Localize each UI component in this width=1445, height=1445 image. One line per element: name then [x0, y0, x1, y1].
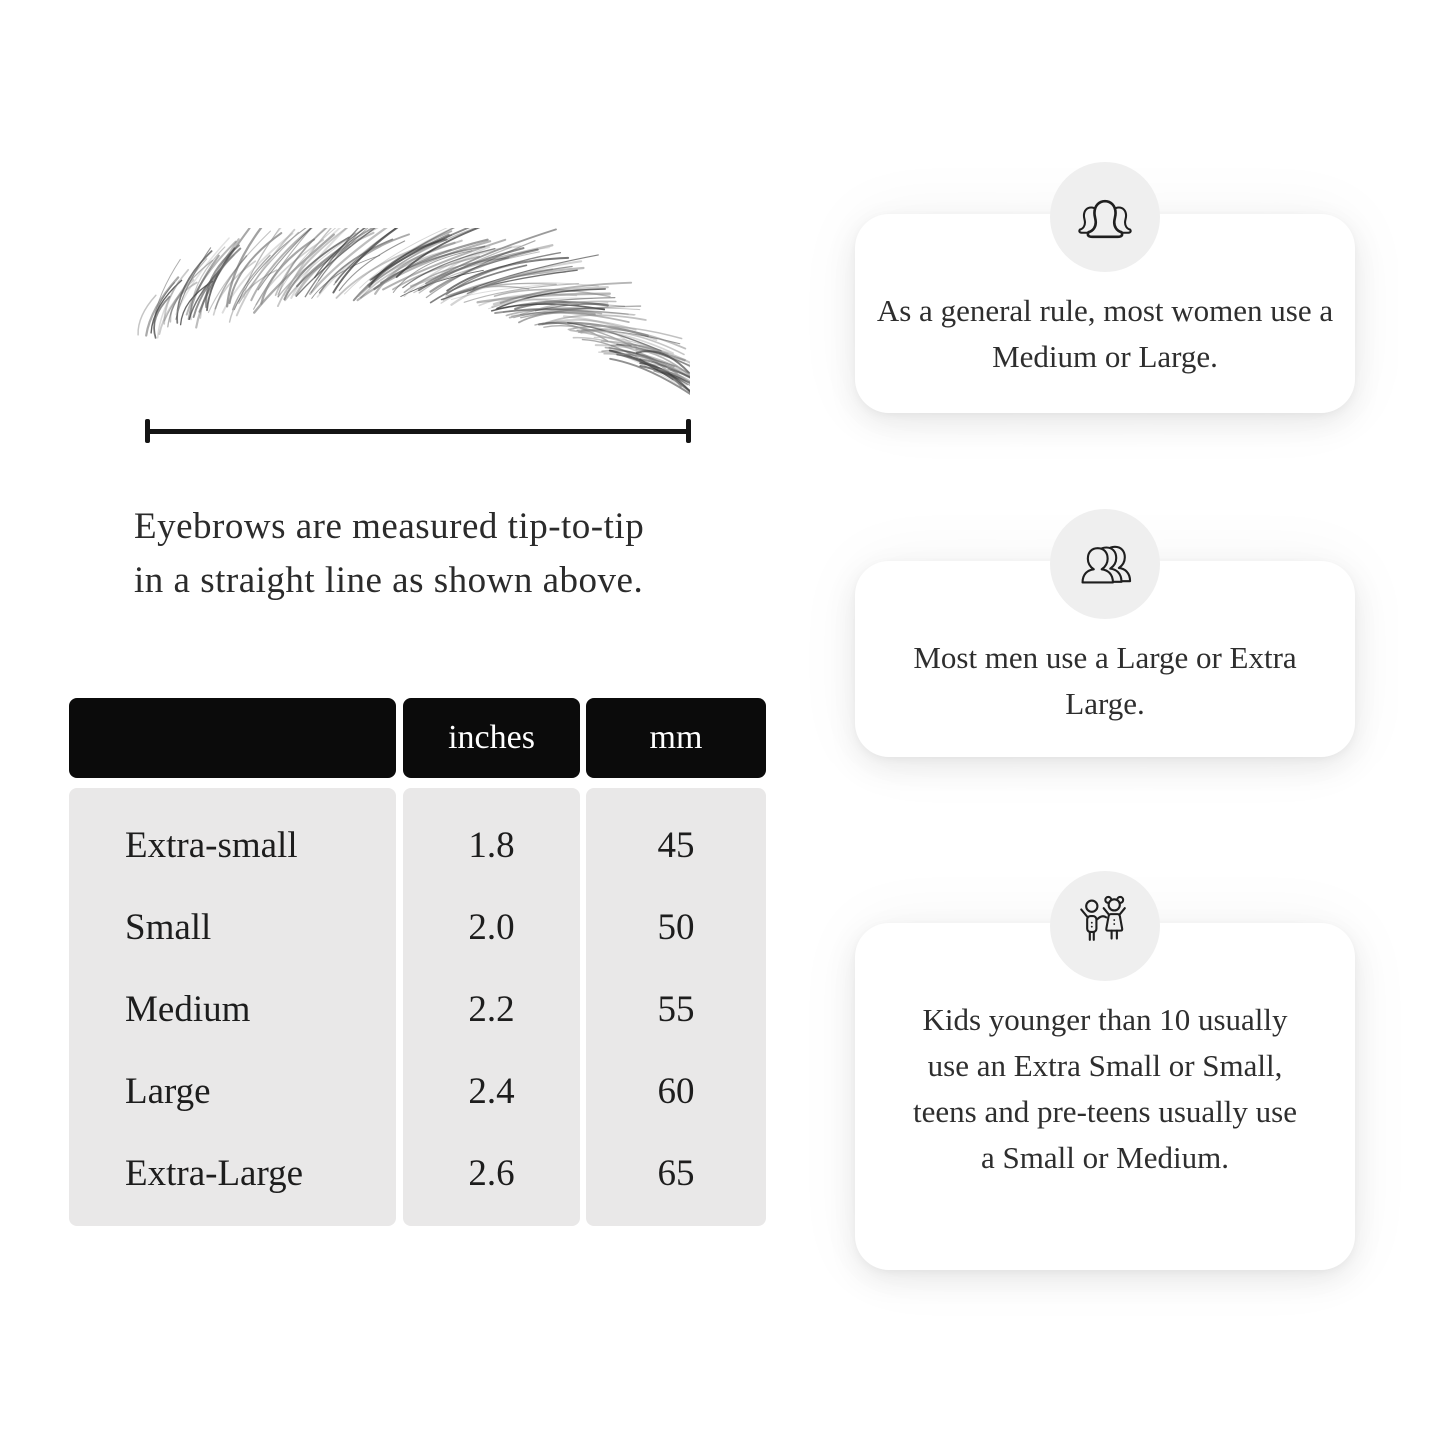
caption-line-1: Eyebrows are measured tip-to-tip — [134, 506, 645, 547]
card-icon-circle — [1050, 162, 1160, 272]
table-header-mm: mm — [586, 698, 766, 778]
men-group-icon — [1072, 531, 1138, 597]
size-name: Small — [125, 906, 212, 948]
size-mm: 50 — [657, 906, 695, 948]
eyebrow-sketch-svg — [128, 228, 690, 398]
size-inches: 2.6 — [468, 1152, 515, 1194]
size-name: Extra-Large — [125, 1152, 304, 1194]
kids-icon — [1072, 893, 1138, 959]
card-icon-circle — [1050, 509, 1160, 619]
size-inches: 2.2 — [468, 988, 515, 1030]
eyebrow-sketch — [128, 228, 690, 398]
size-inches: 2.4 — [468, 1070, 515, 1112]
measurement-line — [145, 417, 691, 445]
table-row — [69, 1132, 766, 1214]
table-row — [69, 804, 766, 886]
table-header-inches: inches — [403, 698, 580, 778]
size-mm: 65 — [657, 1152, 695, 1194]
measurement-caption — [134, 500, 644, 608]
women-group-icon — [1072, 184, 1138, 250]
table-row — [69, 968, 766, 1050]
card-women-text: As a general rule, most women use a Medium or Large. — [876, 293, 1334, 374]
size-name: Extra-small — [125, 824, 298, 866]
size-mm: 60 — [657, 1070, 695, 1112]
measurement-endcap-right — [686, 419, 691, 443]
size-mm: 45 — [657, 824, 695, 866]
measurement-bar — [147, 429, 689, 434]
size-inches: 2.0 — [468, 906, 515, 948]
table-header-size — [69, 698, 396, 778]
card-icon-circle — [1050, 871, 1160, 981]
card-men-text: Most men use a Large or Extra Large. — [913, 640, 1297, 721]
card-kids-text: Kids younger than 10 usually use an Extra Small or Small, teens and pre-teens usually use a Small or Medium. — [913, 1002, 1297, 1175]
size-mm: 55 — [657, 988, 695, 1030]
size-name: Large — [125, 1070, 211, 1112]
caption-line-2: in a straight line as shown above. — [134, 560, 644, 601]
table-row — [69, 886, 766, 968]
size-inches: 1.8 — [468, 824, 515, 866]
table-row — [69, 1050, 766, 1132]
size-name: Medium — [125, 988, 251, 1030]
